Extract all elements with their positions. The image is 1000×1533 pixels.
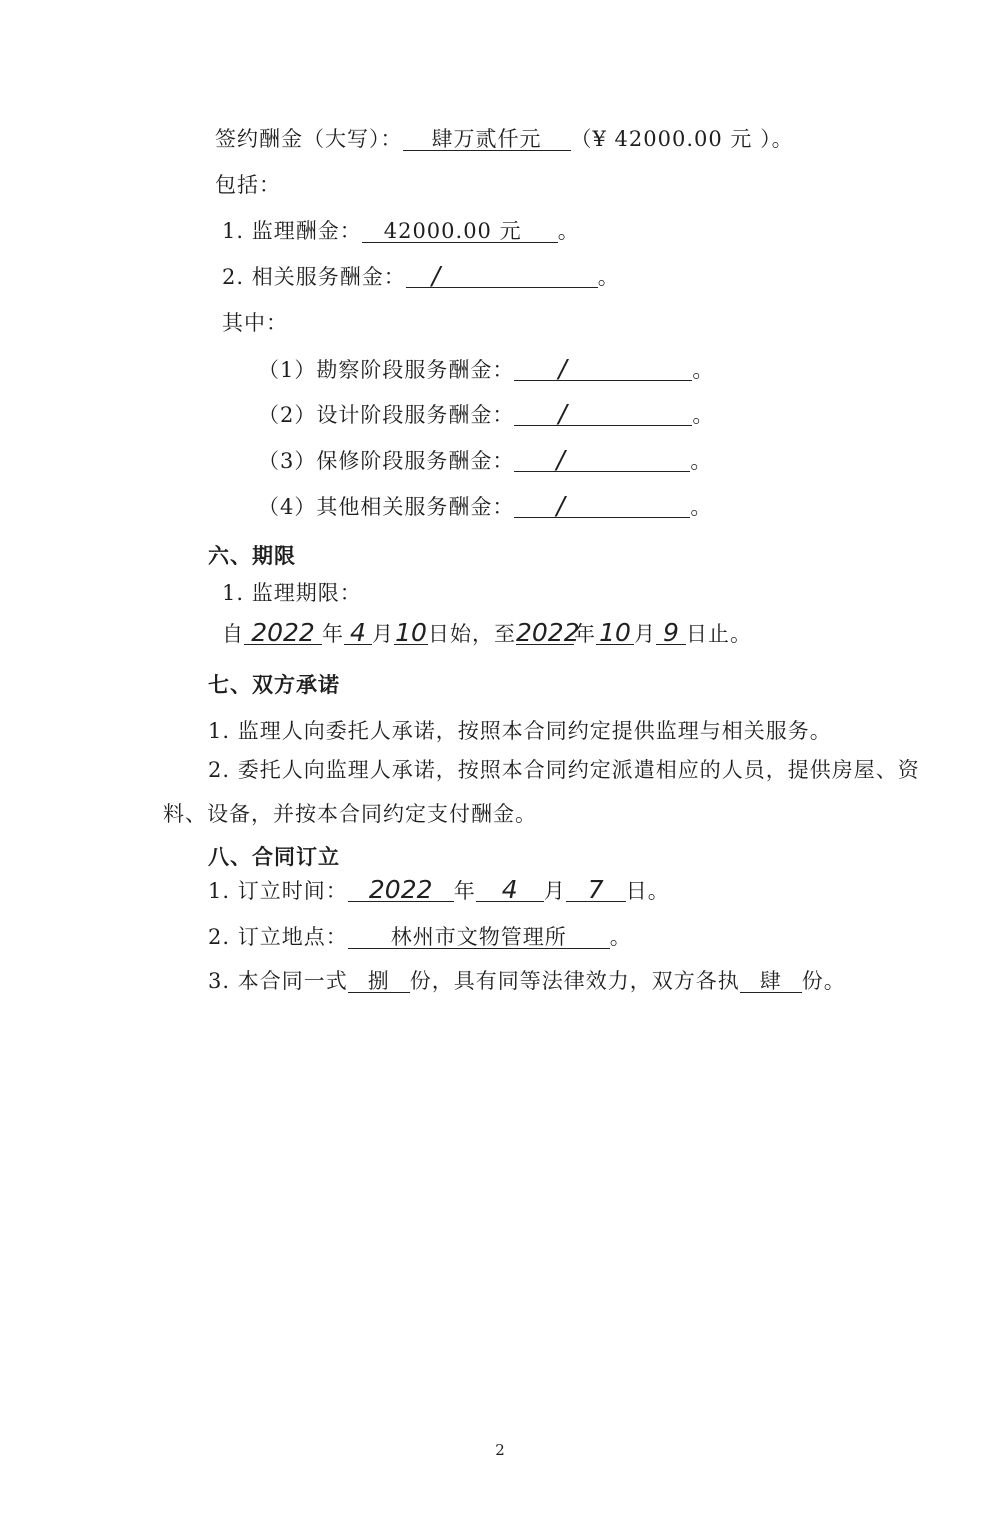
sub-fee-3 (258, 446, 712, 476)
sub-fee-4-value (514, 493, 690, 518)
includes-label: 包括： (215, 173, 281, 197)
related-fee-line (222, 262, 620, 292)
sub-fee-4 (258, 492, 712, 522)
copies-label: 3. 本合同一式 (208, 969, 348, 993)
sub-fee-2-value (514, 401, 692, 426)
copies-total: 捌 (348, 968, 410, 993)
term-from: 自 (222, 622, 244, 646)
signing-time (208, 876, 670, 906)
supervision-fee-label: 1. 监理酬金： (222, 219, 362, 243)
sub-fee-1-value-text: / (558, 354, 567, 383)
supervision-fee-value (362, 218, 558, 243)
fee-label: 签约酬金（大写）： (215, 127, 403, 151)
term-heading: 六、期限 (208, 543, 296, 568)
signing-place-label: 2. 订立地点： (208, 925, 348, 949)
term-month-1: 月 (372, 622, 394, 646)
fee-amount-number: （¥ 42000.00 元 ） (570, 127, 772, 151)
signing-year-unit: 年 (453, 879, 476, 903)
term-day-end: 日止。 (686, 622, 752, 646)
sub-fee-3-end: 。 (690, 449, 713, 473)
sub-fee-1-value (514, 356, 692, 381)
promise-paragraph-2a: 2. 委托人向监理人承诺，按照本合同约定派遣相应的人员，提供房屋、资 (208, 758, 920, 782)
fee-line (215, 124, 794, 154)
promise-paragraph-1: 1. 监理人向委托人承诺，按照本合同约定提供监理与相关服务。 (208, 719, 832, 743)
copies-end: 份。 (801, 969, 846, 993)
promise-paragraph-2b: 料、设备，并按本合同约定支付酬金。 (163, 802, 537, 826)
signing-place-end: 。 (609, 925, 632, 949)
sub-fee-4-end: 。 (690, 495, 713, 519)
term-end-month: 10 (596, 620, 634, 645)
supervision-fee-value-text: 42000.00 元 (383, 219, 522, 243)
signing-place (208, 922, 632, 952)
related-fee-end: 。 (597, 265, 620, 289)
sub-fee-2 (258, 400, 714, 430)
sub-fee-3-value (514, 447, 690, 472)
signing-day-unit: 日。 (625, 879, 670, 903)
supervision-fee-end: 。 (557, 219, 580, 243)
term-start-year: 2022 (244, 620, 322, 645)
term-end-day: 9 (656, 620, 686, 645)
signing-year: 2022 (348, 877, 454, 902)
sub-fee-2-label: （2）设计阶段服务酬金： (258, 403, 515, 427)
page-number: 2 (495, 1441, 505, 1459)
sub-fee-3-value-text: / (556, 445, 565, 474)
copies-middle: 份，具有同等法律效力，双方各执 (409, 969, 740, 993)
copies-each: 肆 (740, 968, 802, 993)
term-item1: 1. 监理期限： (222, 581, 362, 605)
sub-fee-1-label: （1）勘察阶段服务酬金： (258, 358, 515, 382)
signing-month: 4 (476, 877, 544, 902)
term-month-2: 月 (634, 622, 656, 646)
term-day-start: 日始，至 (428, 622, 516, 646)
related-fee-label: 2. 相关服务酬金： (222, 265, 406, 289)
related-fee-value-text: / (431, 261, 441, 290)
term-start-month: 4 (344, 620, 372, 645)
fee-end: 。 (771, 127, 794, 151)
promise-heading: 七、双方承诺 (208, 672, 340, 697)
term-year-2: 年 (574, 622, 596, 646)
signing-heading: 八、合同订立 (208, 844, 340, 869)
signing-day: 7 (566, 877, 626, 902)
among-label: 其中： (222, 311, 288, 335)
signing-month-unit: 月 (543, 879, 566, 903)
term-dates (222, 619, 752, 649)
signing-copies (208, 966, 846, 996)
supervision-fee-line (222, 216, 580, 246)
signing-place-value: 林州市文物管理所 (348, 924, 610, 949)
sub-fee-3-label: （3）保修阶段服务酬金： (258, 449, 515, 473)
signing-time-label: 1. 订立时间： (208, 879, 348, 903)
term-start-day: 10 (395, 618, 427, 647)
fee-amount-words: 肆万贰仟元 (403, 126, 571, 151)
term-year-1: 年 (322, 622, 344, 646)
sub-fee-1-end: 。 (692, 358, 715, 382)
sub-fee-1 (258, 355, 714, 385)
term-end-year: 2022 (516, 618, 580, 647)
sub-fee-2-value-text: / (558, 399, 567, 428)
sub-fee-4-value-text: / (556, 491, 565, 520)
sub-fee-2-end: 。 (692, 403, 715, 427)
related-fee-value (406, 263, 598, 288)
sub-fee-4-label: （4）其他相关服务酬金： (258, 495, 515, 519)
